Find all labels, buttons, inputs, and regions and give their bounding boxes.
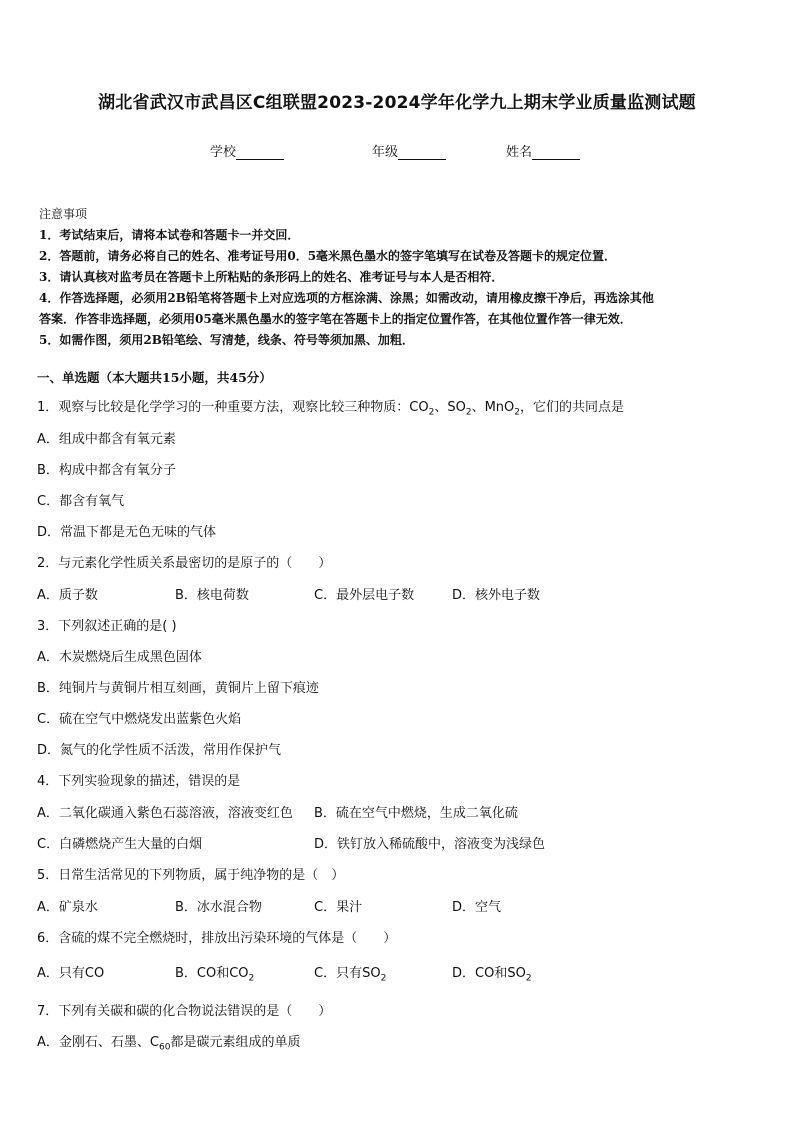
note-item: 1．考试结束后，请将本试卷和答题卡一并交回． [39,228,300,242]
question-5-option-c[interactable]: C．果汁 [314,900,363,915]
note-item: 答案．作答非选择题，必须用05毫米黑色墨水的签字笔在答题卡上的指定位置作答，在其他位置作答一律无效． [39,312,632,326]
notes-block [39,204,764,351]
question-3-option-c[interactable]: C．硫在空气中燃烧发出蓝紫色火焰 [37,712,242,727]
school-blank[interactable] [236,147,284,160]
question-5-option-a[interactable]: A．矿泉水 [37,900,98,915]
question-1-option-b[interactable]: B．构成中都含有氧分子 [37,463,176,478]
question-2-option-b[interactable]: B．核电荷数 [175,588,249,603]
question-3-option-d[interactable]: D．氮气的化学性质不活泼，常用作保护气 [37,743,282,758]
grade-blank[interactable] [398,147,446,160]
question-4-option-a[interactable]: A．二氧化碳通入紫色石蕊溶液，溶液变红色 [37,806,293,821]
school-label: 学校 [210,145,237,160]
question-6-option-d[interactable]: D．CO和$SO_2$ [452,966,532,984]
question-1-stem: 1．观察与比较是化学学习的一种重要方法，观察比较三种物质：$CO_2$、$SO_2$、MnO$_2$，它们的共同点是 [37,400,625,418]
note-item: 4．作答选择题，必须用2B铅笔将答题卡上对应选项的方框涂满、涂黑；如需改动，请用橡皮擦干净后，再选涂其他 [39,291,654,305]
question-5-stem: 5．日常生活常见的下列物质，属于纯净物的是（ ） [37,868,345,883]
question-2-option-a[interactable]: A．质子数 [37,588,98,603]
question-1-option-d[interactable]: D．常温下都是无色无味的气体 [37,525,217,540]
question-1-option-c[interactable]: C．都含有氧气 [37,494,125,509]
note-item: 2．答题前，请务必将自己的姓名、准考证号用0．5毫米黑色墨水的签字笔填写在试卷及答题卡的规定位置． [39,249,617,263]
question-6-option-b[interactable]: B．CO和$CO_2$ [175,966,255,984]
notes-heading: 注意事项 [39,207,88,221]
question-6-option-c[interactable]: C．只有$SO_2$ [314,966,387,984]
question-6-stem: 6．含硫的煤不完全燃烧时，排放出污染环境的气体是（ ） [37,931,397,946]
name-field [506,141,580,160]
question-4-option-c[interactable]: C．白磷燃烧产生大量的白烟 [37,837,203,852]
question-2-option-c[interactable]: C．最外层电子数 [314,588,415,603]
name-blank[interactable] [532,147,580,160]
name-label: 姓名 [506,145,533,160]
question-6-option-a[interactable]: A．只有CO [37,966,105,981]
question-7-stem: 7．下列有关碳和碳的化合物说法错误的是（ ） [37,1004,332,1019]
school-field [210,141,284,160]
question-4-option-b[interactable]: B．硫在空气中燃烧，生成二氧化硫 [314,806,518,821]
question-4-option-d[interactable]: D．铁钉放入稀硫酸中，溶液变为浅绿色 [314,837,546,852]
exam-title: 湖北省武汉市武昌区C组联盟2023-2024学年化学九上期末学业质量监测试题 [98,93,696,113]
grade-label: 年级 [372,145,399,160]
grade-field [372,141,446,160]
question-3-stem: 3．下列叙述正确的是( ) [37,619,177,634]
note-item: 3．请认真核对监考员在答题卡上所粘贴的条形码上的姓名、准考证号与本人是否相符． [39,270,504,284]
question-2-option-d[interactable]: D．核外电子数 [452,588,541,603]
question-2-stem: 2．与元素化学性质关系最密切的是原子的（ ） [37,556,332,571]
section-heading: 一、单选题（本大题共15小题，共45分） [37,370,272,385]
question-3-option-a[interactable]: A．木炭燃烧后生成黑色固体 [37,650,202,665]
question-1-option-a[interactable]: A．组成中都含有氧元素 [37,432,176,447]
question-5-option-b[interactable]: B．冰水混合物 [175,900,262,915]
note-item: 5．如需作图，须用2B铅笔绘、写清楚，线条、符号等须加黑、加粗． [39,333,414,347]
question-4-stem: 4．下列实验现象的描述，错误的是 [37,774,241,789]
question-5-option-d[interactable]: D．空气 [452,900,502,915]
question-3-option-b[interactable]: B．纯铜片与黄铜片相互刻画，黄铜片上留下痕迹 [37,681,319,696]
question-7-option-a[interactable]: A．金刚石、石墨、$C_{60}$都是碳元素组成的单质 [37,1035,301,1053]
